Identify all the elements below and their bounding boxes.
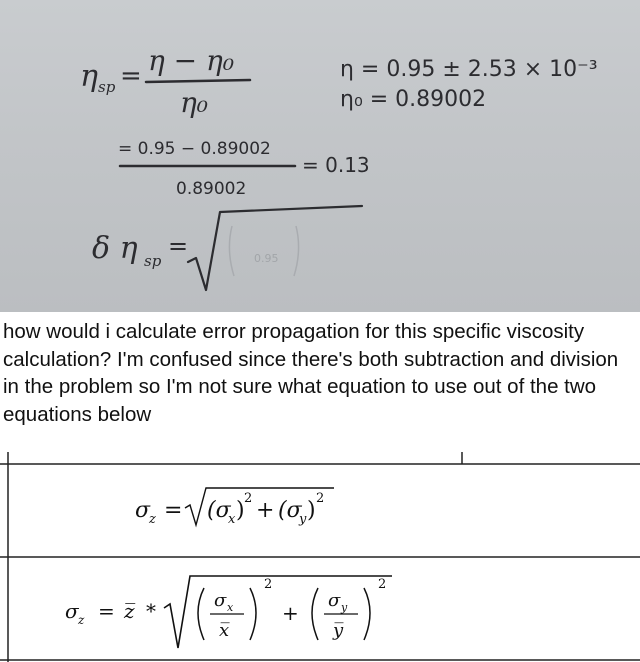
question-text: how would i calculate error propagation for this specific viscosity calculation? I'm confused since there's both subtraction and division in the problem so I'm not sure what equation to use out of the two equations below <box>3 320 619 426</box>
eta0-given-value: η₀ = 0.89002 <box>340 87 487 112</box>
equations-table <box>0 452 640 662</box>
faint-paren-right <box>294 226 299 276</box>
eq2-f1-num-sub: x <box>227 601 234 614</box>
eta-sp-subscript: sp <box>98 78 116 96</box>
eq2-f1-num: σ <box>214 590 227 611</box>
eq2-paren2-right <box>364 588 370 640</box>
eq1-square1: 2 <box>244 491 253 506</box>
handwritten-notes-photo <box>0 0 640 312</box>
eq1-equals: = <box>164 498 183 523</box>
eq2-equals: = <box>98 599 115 623</box>
eq2-times: * <box>146 599 156 623</box>
eq1-term1: (σ <box>207 498 231 523</box>
eq2-f2-den: y̅ <box>333 620 344 641</box>
eq1-sigma-z-sub: z <box>149 512 156 527</box>
definition-denominator: η₀ <box>180 86 208 119</box>
equations-canvas <box>0 452 640 662</box>
eq2-f2-num-sub: y <box>341 601 348 614</box>
eq2-f2-num: σ <box>328 590 341 611</box>
eq2-paren1-right <box>250 588 256 640</box>
substitution-result: = 0.13 <box>302 153 370 177</box>
eq1-term2: (σ <box>278 498 302 523</box>
equation-sum-in-quadrature <box>135 488 334 527</box>
eq1-sigma-z: σ <box>135 498 151 523</box>
eq1-term2-sub: y <box>299 512 307 527</box>
eq2-f1-den: x̅ <box>219 620 230 641</box>
faint-paren-left <box>229 226 234 276</box>
equation-relative-errors <box>65 576 392 648</box>
equals-sign: = <box>120 61 142 91</box>
definition-fraction-bar <box>146 80 250 82</box>
eq2-paren1-left <box>198 588 204 640</box>
eq1-term2-close: ) <box>307 498 316 523</box>
eq2-square2: 2 <box>378 577 387 592</box>
eq1-term1-sub: x <box>228 512 236 527</box>
eq1-square2: 2 <box>316 491 325 506</box>
eq1-plus: + <box>256 498 275 523</box>
eq1-term1-close: ) <box>236 498 245 523</box>
definition-numerator: η − η₀ <box>148 44 235 77</box>
delta-eta-sp-symbol: δ η <box>92 231 138 266</box>
eq2-paren2-left <box>312 588 318 640</box>
eq2-sigma-z: σ <box>65 599 79 623</box>
substitution-denominator: 0.89002 <box>176 179 247 199</box>
eq2-square1: 2 <box>264 577 273 592</box>
square-root-stroke <box>188 206 362 290</box>
eq2-sigma-z-sub: z <box>78 613 85 627</box>
delta-eta-sp-subscript: sp <box>144 252 162 270</box>
eq2-plus: + <box>282 601 299 625</box>
eq2-zbar: z̅ <box>124 599 135 623</box>
eta-sp-symbol: η <box>80 59 98 94</box>
eta-given-value: η = 0.95 ± 2.53 × 10⁻³ <box>340 57 598 82</box>
faint-erased-value: 0.95 <box>254 252 279 265</box>
substitution-numerator: = 0.95 − 0.89002 <box>118 139 271 159</box>
error-equals-sign: = <box>168 232 189 260</box>
handwriting-canvas <box>0 0 640 312</box>
